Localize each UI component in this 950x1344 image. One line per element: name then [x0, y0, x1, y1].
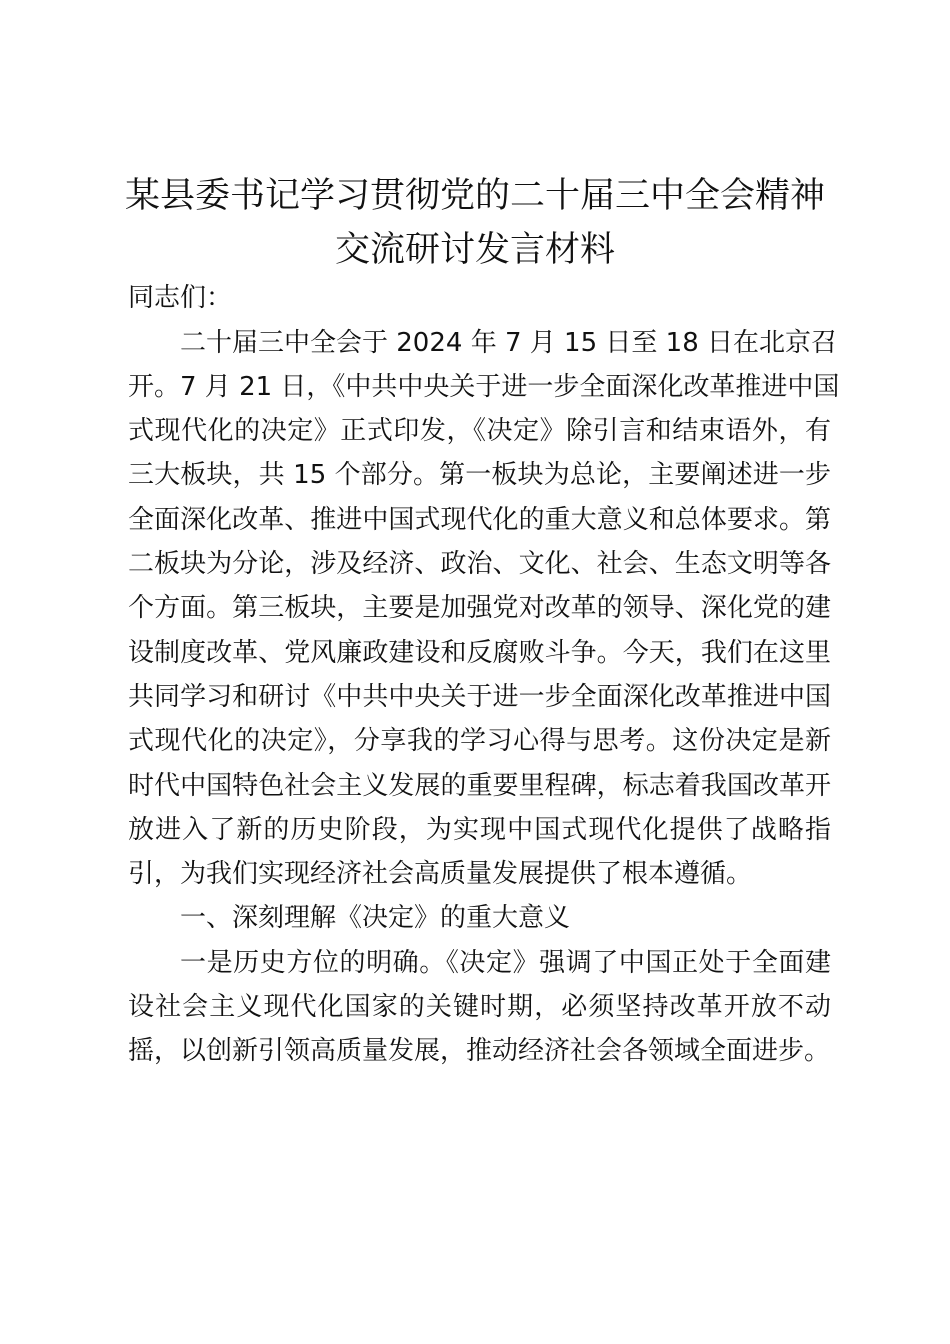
paragraph-2-line: 设社会主义现代化国家的关键时期，必须坚持改革开放不动 — [128, 992, 831, 1022]
paragraph-1-line: 时代中国特色社会主义发展的重要里程碑，标志着我国改革开 — [128, 771, 831, 801]
paragraph-2-line: 摇，以创新引领高质量发展，推动经济社会各领域全面进步。 — [128, 1036, 831, 1066]
paragraph-1-line: 共同学习和研讨《中共中央关于进一步全面深化改革推进中国 — [128, 682, 831, 712]
paragraph-1-line: 二板块为分论，涉及经济、政治、文化、社会、生态文明等各 — [128, 549, 831, 579]
paragraph-1-line: 设制度改革、党风廉政建设和反腐败斗争。今天，我们在这里 — [128, 638, 831, 668]
salutation: 同志们： — [128, 283, 233, 313]
paragraph-2-line: 一是历史方位的明确。《决定》强调了中国正处于全面建 — [180, 948, 831, 978]
paragraph-1-line: 全面深化改革、推进中国式现代化的重大意义和总体要求。第 — [128, 505, 831, 535]
paragraph-1-line: 三大板块，共 15 个部分。第一板块为总论，主要阐述进一步 — [128, 460, 831, 490]
document-title-line-2: 交流研讨发言材料 — [334, 230, 615, 270]
document-title-line-1: 某县委书记学习贯彻党的二十届三中全会精神 — [124, 176, 825, 216]
paragraph-1-line: 放进入了新的历史阶段，为实现中国式现代化提供了战略指 — [128, 815, 831, 845]
paragraph-1-line: 二十届三中全会于 2024 年 7 月 15 日至 18 日在北京召 — [180, 328, 837, 358]
paragraph-1-line: 引，为我们实现经济社会高质量发展提供了根本遵循。 — [128, 859, 753, 889]
paragraph-1-line: 个方面。第三板块，主要是加强党对改革的领导、深化党的建 — [128, 593, 831, 623]
paragraph-1-line: 式现代化的决定》正式印发，《决定》除引言和结束语外，有 — [128, 416, 831, 446]
paragraph-1-line: 开。7 月 21 日，《中共中央关于进一步全面深化改革推进中国 — [128, 372, 840, 402]
section-1-heading: 一、深刻理解《决定》的重大意义 — [180, 903, 571, 933]
paragraph-1-line: 式现代化的决定》，分享我的学习心得与思考。这份决定是新 — [128, 726, 831, 756]
